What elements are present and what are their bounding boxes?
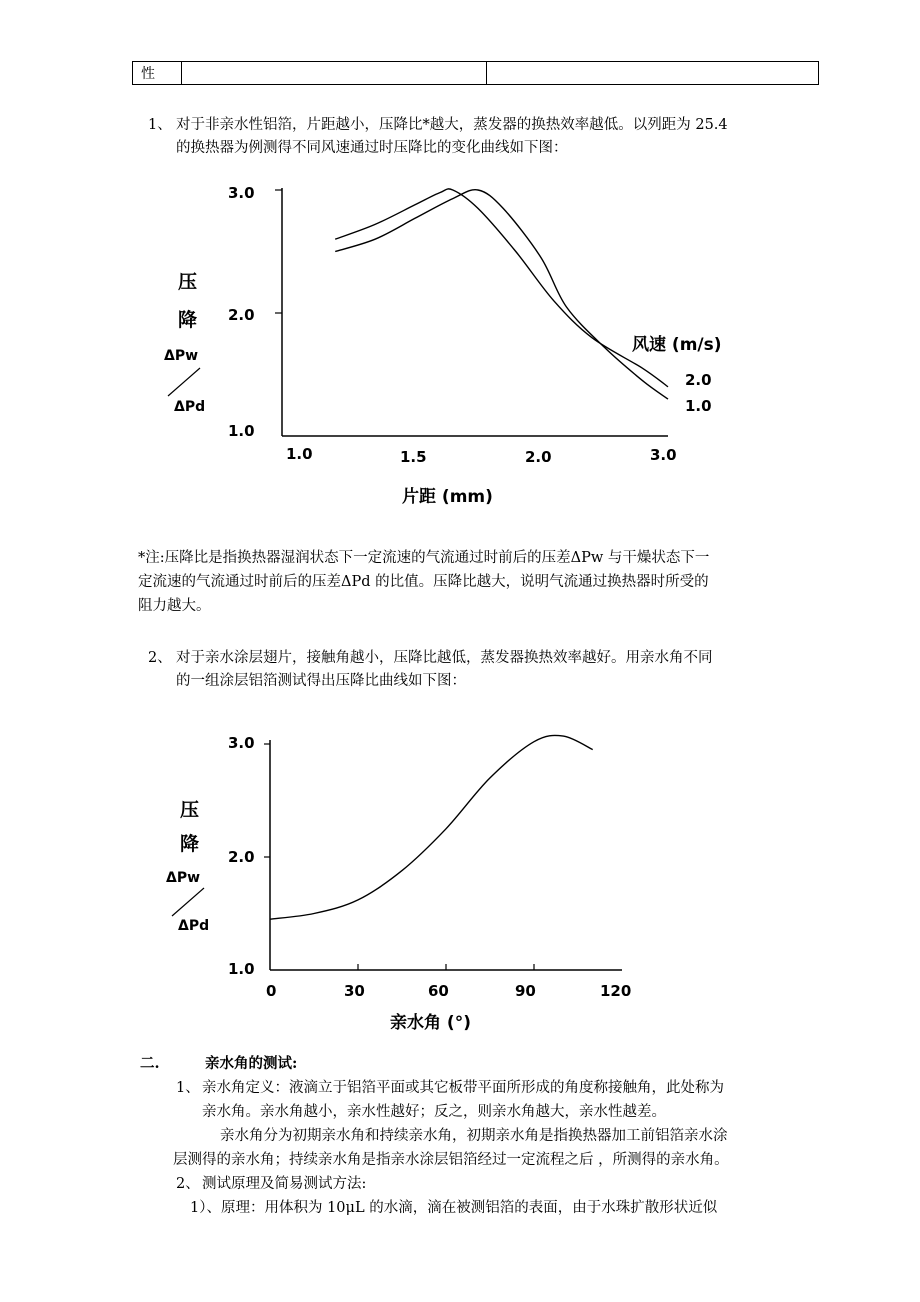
section2-number: 二. bbox=[140, 1055, 160, 1072]
section2-p1-number: 1、 bbox=[176, 1080, 200, 1096]
chart1-xlabel: 片距 (mm) bbox=[402, 487, 493, 507]
section2-p2-line2: 层测得的亲水角；持续亲水角是指亲水涂层铝箔经过一定流程之后 ，所测得的亲水角。 bbox=[173, 1152, 729, 1168]
chart1-legend-1: 1.0 bbox=[685, 397, 712, 415]
item1-number: 1、 bbox=[148, 117, 172, 133]
item1-line2: 的换热器为例测得不同风速通过时压降比的变化曲线如下图： bbox=[176, 140, 568, 156]
chart2-xtick-30: 30 bbox=[344, 982, 365, 1000]
chart1-ytick-1: 1.0 bbox=[228, 422, 255, 440]
section2-p1-line2: 亲水角。亲水角越小，亲水性越好；反之，则亲水角越大，亲水性越差。 bbox=[202, 1104, 666, 1120]
chart2-ylabel-dpd: ΔPd bbox=[178, 918, 210, 934]
item1-line1: 对于非亲水性铝箔，片距越小，压降比*越大，蒸发器的换热效率越低。以列距为 25.4 bbox=[176, 117, 728, 133]
chart1-ylabel-jiang: 降 bbox=[178, 309, 198, 331]
note-line2: 定流速的气流通过时前后的压差ΔPd 的比值。压降比越大，说明气流通过换热器时所受的 bbox=[138, 574, 709, 590]
chart1-svg bbox=[160, 178, 760, 518]
chart2-xtick-120: 120 bbox=[600, 982, 632, 1000]
chart2-xtick-0: 0 bbox=[266, 982, 277, 1000]
chart2-ytick-3: 3.0 bbox=[228, 734, 255, 752]
chart2-series-line-0 bbox=[270, 735, 593, 919]
table-cell-1 bbox=[133, 62, 182, 84]
section2-p2-line1: 亲水角分为初期亲水角和持续亲水角，初期亲水角是指换热器加工前铝箔亲水涂 bbox=[220, 1128, 728, 1144]
chart1-ytick-2: 2.0 bbox=[228, 306, 255, 324]
item2-line1: 对于亲水涂层翅片，接触角越小，压降比越低，蒸发器换热效率越好。用亲水角不同 bbox=[176, 650, 713, 666]
chart1-series-line-1 bbox=[335, 190, 668, 399]
item2-line2: 的一组涂层铝箔测试得出压降比曲线如下图： bbox=[176, 673, 466, 689]
chart1-ylabel-dpw: ΔPw bbox=[164, 348, 199, 364]
table-cell-1-text: 性 bbox=[141, 66, 155, 82]
chart1-series-line-0 bbox=[335, 189, 668, 387]
top-table-row bbox=[132, 61, 819, 85]
note-line3: 阻力越大。 bbox=[138, 598, 211, 614]
chart1-ylabel-slash bbox=[168, 368, 200, 396]
chart1-xtick-1: 1.0 bbox=[286, 445, 313, 463]
chart1-xtick-2: 1.5 bbox=[400, 448, 427, 466]
chart2-xtick-90: 90 bbox=[515, 982, 536, 1000]
item2-number: 2、 bbox=[148, 650, 172, 666]
section2-p4: 1）、原理：用体积为 10μL 的水滴，滴在被测铝箔的表面，由于水珠扩散形状近似 bbox=[190, 1200, 718, 1216]
chart2-svg bbox=[160, 720, 660, 1040]
chart1-legend-title: 风速 (m/s) bbox=[632, 335, 722, 355]
chart2-ylabel-dpw: ΔPw bbox=[166, 870, 201, 886]
chart1-legend-2: 2.0 bbox=[685, 371, 712, 389]
section2-p3-text: 测试原理及简易测试方法: bbox=[202, 1176, 367, 1192]
chart1 bbox=[160, 178, 760, 518]
section2-p3-number: 2、 bbox=[176, 1176, 200, 1192]
chart1-xtick-4: 3.0 bbox=[650, 446, 677, 464]
chart2-ytick-1: 1.0 bbox=[228, 960, 255, 978]
chart1-ylabel-ya: 压 bbox=[178, 271, 198, 293]
section2-title: 亲水角的测试: bbox=[205, 1055, 298, 1072]
chart2-ylabel-slash bbox=[172, 888, 204, 916]
chart2-xlabel: 亲水角 (°) bbox=[390, 1013, 471, 1033]
note-line1: *注:压降比是指换热器湿润状态下一定流速的气流通过时前后的压差ΔPw 与干燥状态下一 bbox=[138, 550, 710, 566]
chart2-ytick-2: 2.0 bbox=[228, 848, 255, 866]
chart1-ytick-3: 3.0 bbox=[228, 184, 255, 202]
table-cell-3 bbox=[486, 62, 818, 84]
section2-p1-line1: 亲水角定义：液滴立于铝箔平面或其它板带平面所形成的角度称接触角，此处称为 bbox=[202, 1080, 724, 1096]
chart2-ylabel-jiang: 降 bbox=[180, 833, 200, 855]
chart2-xtick-60: 60 bbox=[428, 982, 449, 1000]
chart2 bbox=[160, 720, 660, 1040]
chart2-ylabel-ya: 压 bbox=[180, 799, 200, 821]
table-cell-2 bbox=[181, 62, 487, 84]
chart1-xtick-3: 2.0 bbox=[525, 448, 552, 466]
chart1-ylabel-dpd: ΔPd bbox=[174, 399, 206, 415]
